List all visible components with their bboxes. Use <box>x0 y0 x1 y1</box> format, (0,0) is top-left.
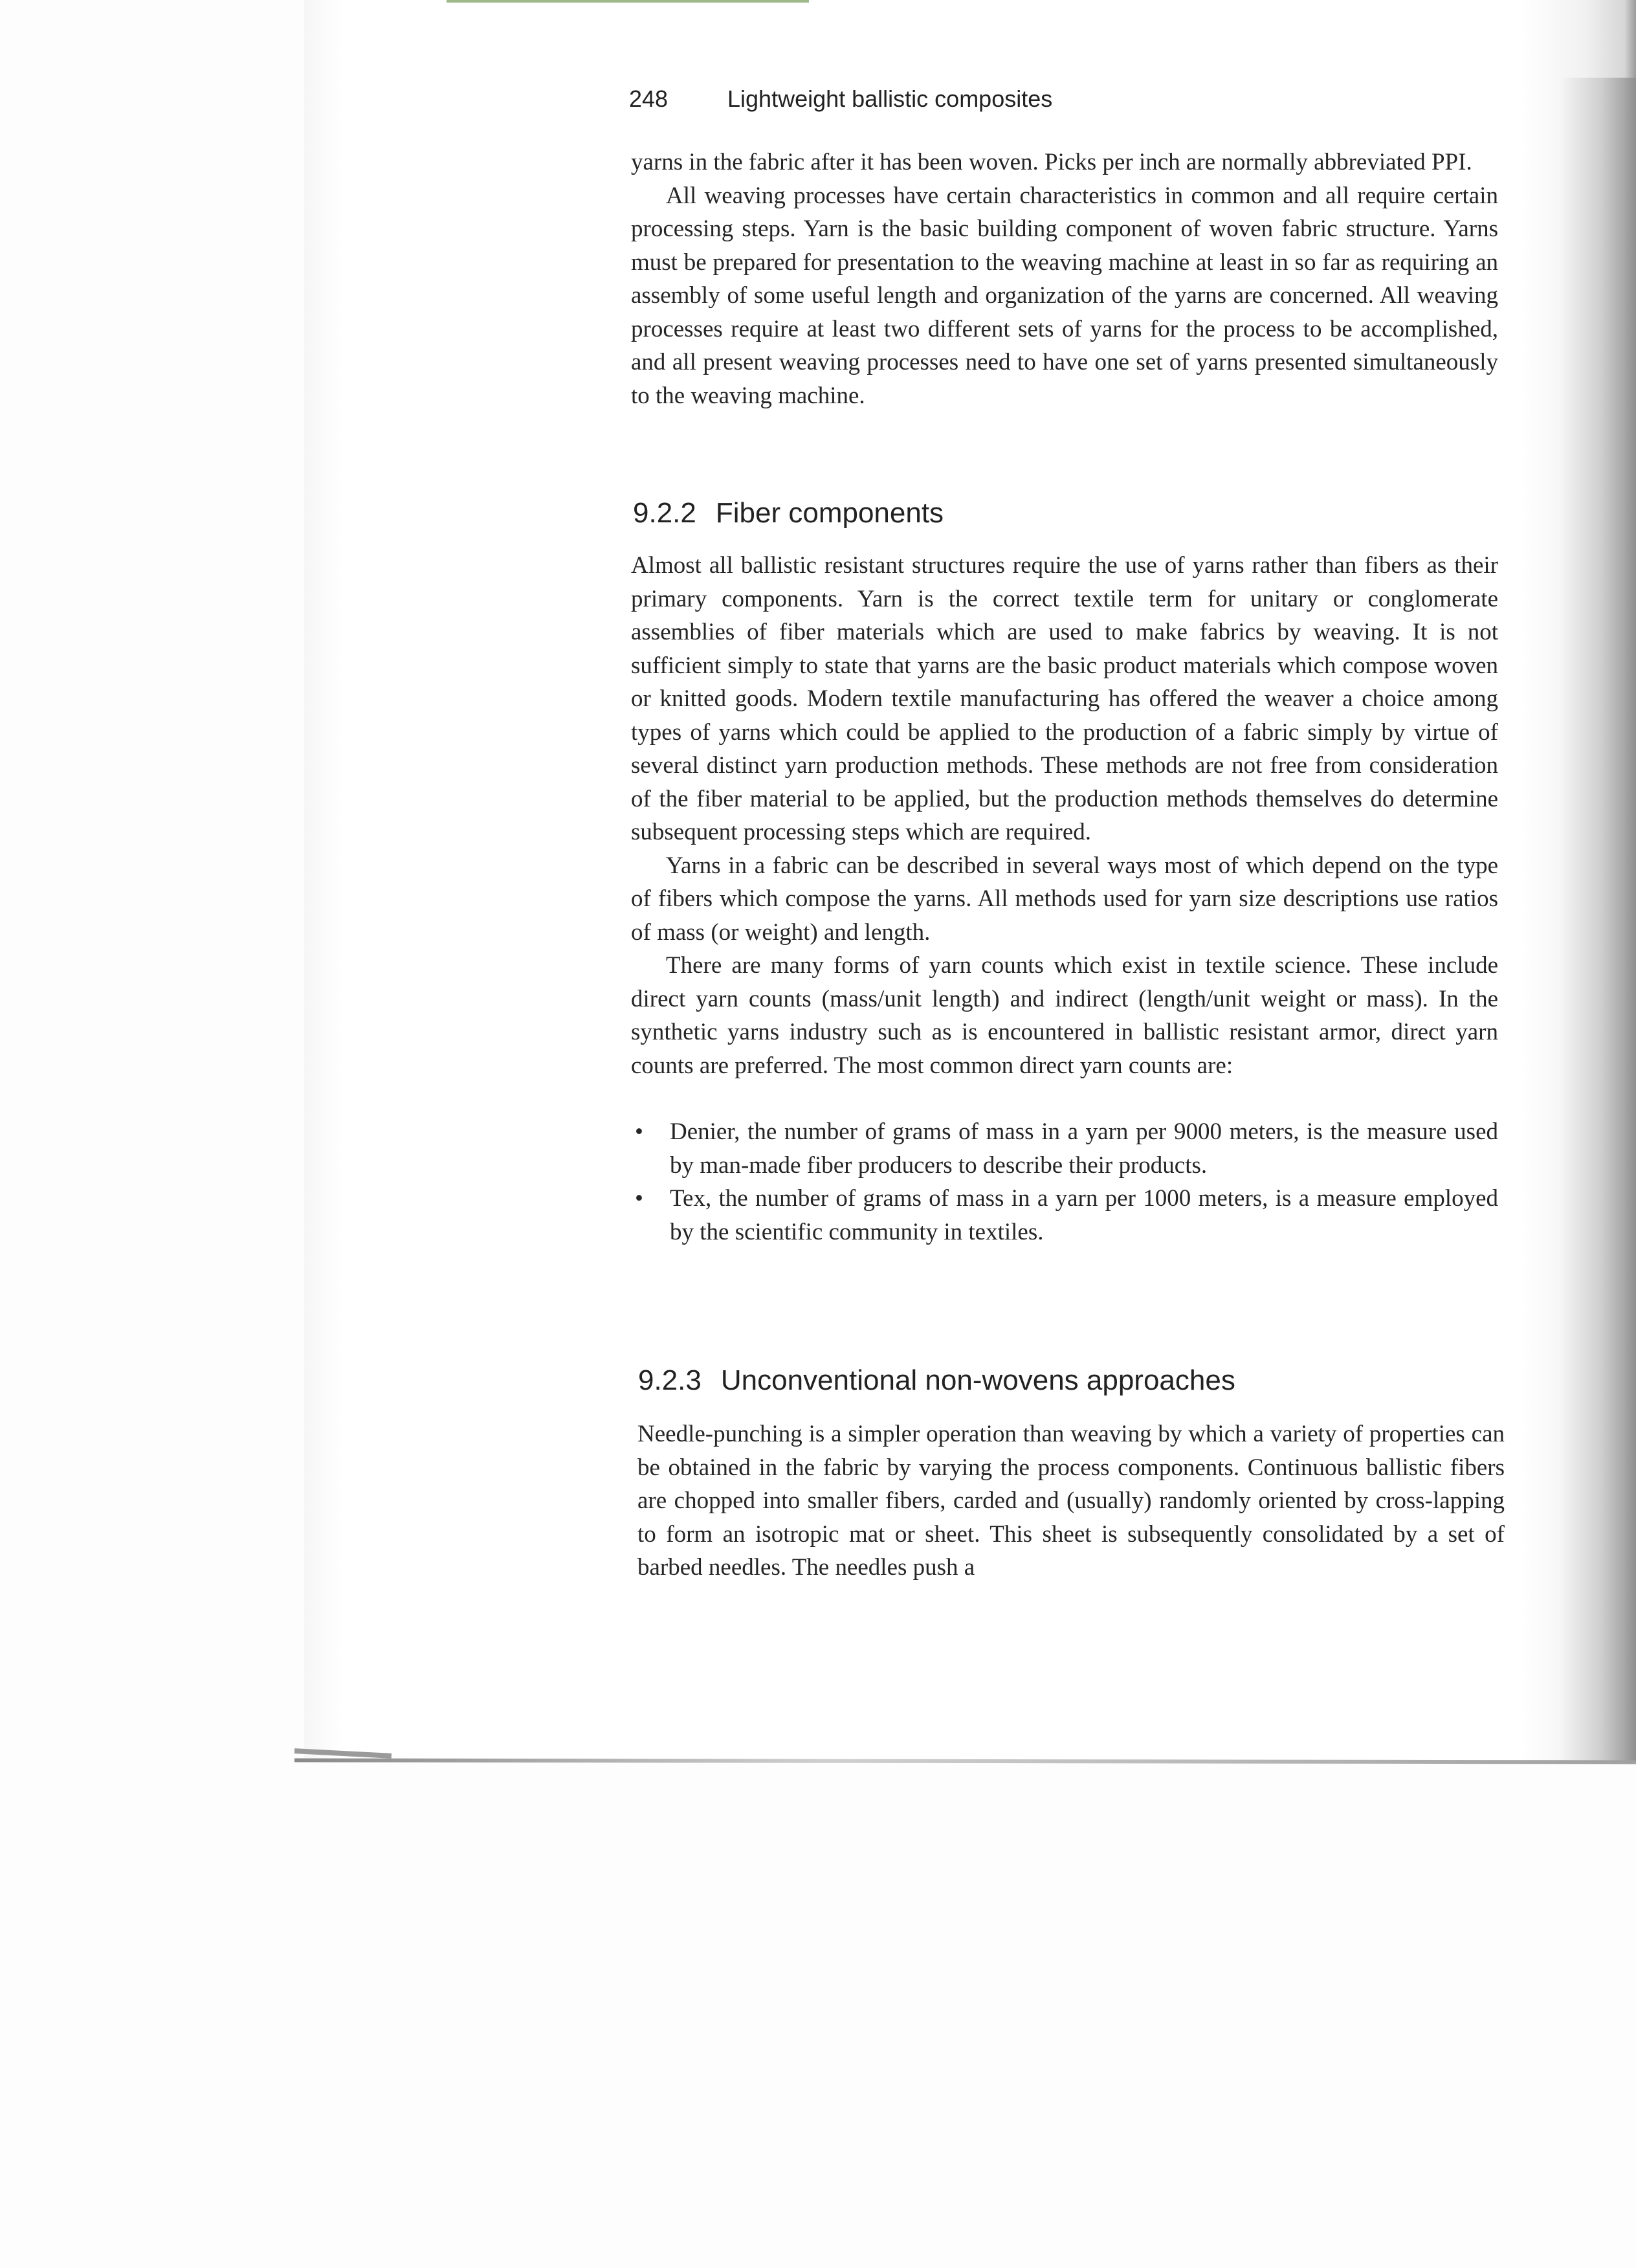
section-heading-9-2-3 <box>638 1364 1235 1397</box>
page-edge-shadow <box>1560 78 1636 1761</box>
bullet-icon: • <box>635 1185 643 1212</box>
intro-paragraph-2: All weaving processes have certain characteristics in common and all require certain processing steps. Yarn is the basic building component of woven fabric structure. Yarns must be prepared for presentation to the weaving machine at least in so far as requiring an assembly of some useful length and organization of the yarns are concerned. All weaving processes require at least two different sets of yarns for the process to be accomplished, and all present weaving processes need to have one set of yarns presented simultaneously to the weaving machine. <box>631 182 1498 409</box>
list-item <box>631 1182 1498 1249</box>
section-title: Fiber components <box>715 497 944 529</box>
list-item <box>631 1115 1498 1182</box>
section-9-2-3-body <box>637 1418 1505 1584</box>
paragraph: There are many forms of yarn counts which exist in textile science. These include direct yarn counts (mass/unit length) and indirect (length/unit weight or mass). In the synthetic yarns industry such as is encountered in ballistic resistant armor, direct yarn counts are preferred. The most common direct yarn counts are: <box>631 952 1498 1079</box>
running-title: Lightweight ballistic composites <box>727 85 1053 112</box>
intro-text <box>631 146 1498 412</box>
page-number: 248 <box>629 85 669 112</box>
intro-paragraph-1: yarns in the fabric after it has been woven. Picks per inch are normally abbreviated PPI. <box>631 149 1472 175</box>
section-number: 9.2.2 <box>633 497 696 529</box>
section-9-2-2-body <box>631 549 1498 1249</box>
running-header <box>629 85 1052 113</box>
section-title: Unconventional non-wovens approaches <box>720 1364 1235 1396</box>
section-heading-9-2-2 <box>633 497 944 529</box>
list-item-text: Denier, the number of grams of mass in a yarn per 9000 meters, is the measure used by man-made fiber producers to describe their products. <box>670 1118 1498 1179</box>
section-number: 9.2.3 <box>638 1364 702 1396</box>
paragraph: Needle-punching is a simpler operation than weaving by which a variety of properties can be obtained in the fabric by varying the process components. Continuous ballistic fibers are chopped into smaller fibers, carded and (usually) randomly oriented by cross-lapping to form an isotropic mat or sheet. This sheet is subsequently consolidated by a set of barbed needles. The needles push a <box>637 1421 1505 1581</box>
paragraph: Yarns in a fabric can be described in several ways most of which depend on the type of fibers which compose the yarns. All methods used for yarn size descriptions use ratios of mass (or weight) and length. <box>631 852 1498 946</box>
paragraph: Almost all ballistic resistant structures require the use of yarns rather than fibers as their primary components. Yarn is the correct textile term for unitary or conglomerate assemblies of fiber materials which are used to make fabrics by weaving. It is not sufficient simply to state that yarns are the basic product materials which compose woven or knitted goods. Modern textile manufacturing has offered the weaver a choice among types of yarns which could be applied to the production of a fabric simply by virtue of several distinct yarn production methods. These methods are not free from consideration of the fiber material to be applied, but the production methods themselves do determine subsequent processing steps which are required. <box>631 552 1498 845</box>
yarn-count-list <box>631 1115 1498 1249</box>
top-edge-strip <box>447 0 809 3</box>
bullet-icon: • <box>635 1118 643 1145</box>
list-item-text: Tex, the number of grams of mass in a yarn per 1000 meters, is a measure employed by the scientific community in textiles. <box>670 1185 1498 1245</box>
